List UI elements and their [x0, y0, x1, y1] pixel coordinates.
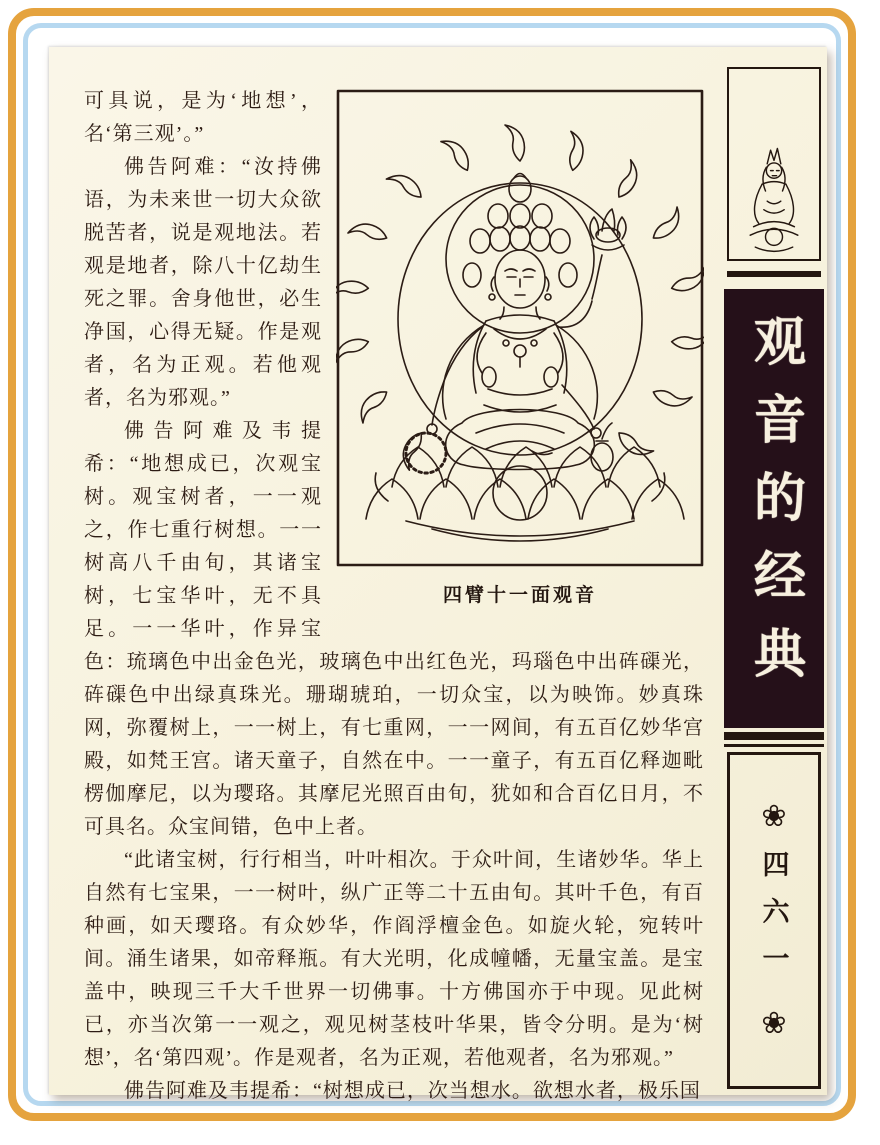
page-number-box — [727, 752, 821, 1089]
illustration-frame — [336, 89, 704, 567]
buddha-seal-box — [727, 67, 821, 261]
decorative-blue-border — [23, 23, 841, 1106]
buddha-seal-icon — [730, 89, 818, 259]
rule-thick — [724, 732, 824, 740]
illustration-caption: 四臂十一面观音 — [442, 585, 597, 606]
page-number: 四六一 — [758, 850, 789, 991]
body-paragraph: 佛告阿难及韦提希：“树想成已，次当想水。欲想水者，极乐国 — [124, 1080, 701, 1102]
rule-thin — [724, 744, 824, 747]
book-title-vertical: 观音的经典 — [724, 289, 824, 728]
decorative-orange-border — [8, 8, 856, 1121]
body-paragraph: 佛告阿难及韦提希：“地想成已，次观宝树。观宝树者，一一观之，作七重行树想。一一树高八千由旬，其诸宝树，七宝华叶，无不具足。一一华叶，作异宝色：琉璃色中出金色光，玻璃色中出红色光，玛瑙色中出砗磲光，砗磲色中出绿真珠光。珊瑚琥珀，一切众宝，以为映饰。妙真珠网，弥覆树上，一一树上，有七重网，一一网间，有五百亿妙华宫殿，如梵王宫。诸天童子，自然在中。一一童子，有五百亿释迦毗楞伽摩尼，以为璎珞。其摩尼光照百由旬，犹如和合百亿日月，不可具名。众宝间错，色中上者。 — [84, 420, 704, 838]
flower-ornament-icon: ❀ — [761, 799, 787, 834]
body-paragraph: 佛告阿难：“汝持佛语，为未来世一切大众欲脱苦者，说是观地法。若观是地者，除八十亿劫生死之罪。舍身他世，必生净国，心得无疑。作是观者，名为正观。若他观者，名为邪观。” — [84, 156, 322, 409]
sidebar — [727, 67, 821, 1089]
divider-bar — [727, 271, 821, 277]
flower-ornament-icon: ❀ — [761, 1006, 787, 1041]
body-paragraph: 可具说，是为‘地想’，名‘第三观’。” — [84, 90, 322, 145]
guanyin-illustration — [336, 89, 704, 612]
body-paragraph: “此诸宝树，行行相当，叶叶相次。于众叶间，生诸妙华。华上自然有七宝果，一一树叶，纵广正等二十五由旬。其叶千色，有百种画，如天璎珞。有众妙华，作阎浮檀金色。如旋火轮，宛转叶间。涌生诸果，如帝释瓶。有大光明，化成幢幡，无量宝盖。是宝盖中，映现三千大千世界一切佛事。十方佛国亦于中现。见此树已，亦当次第一一观之，观见树茎枝叶华果，皆令分明。是为‘树想’，名‘第四观’。作是观者，名为正观，若他观者，名为邪观。” — [84, 849, 704, 1069]
book-page-scan — [49, 47, 827, 1102]
main-text-area — [84, 85, 704, 1108]
guanyin-line-drawing-icon — [336, 89, 704, 567]
